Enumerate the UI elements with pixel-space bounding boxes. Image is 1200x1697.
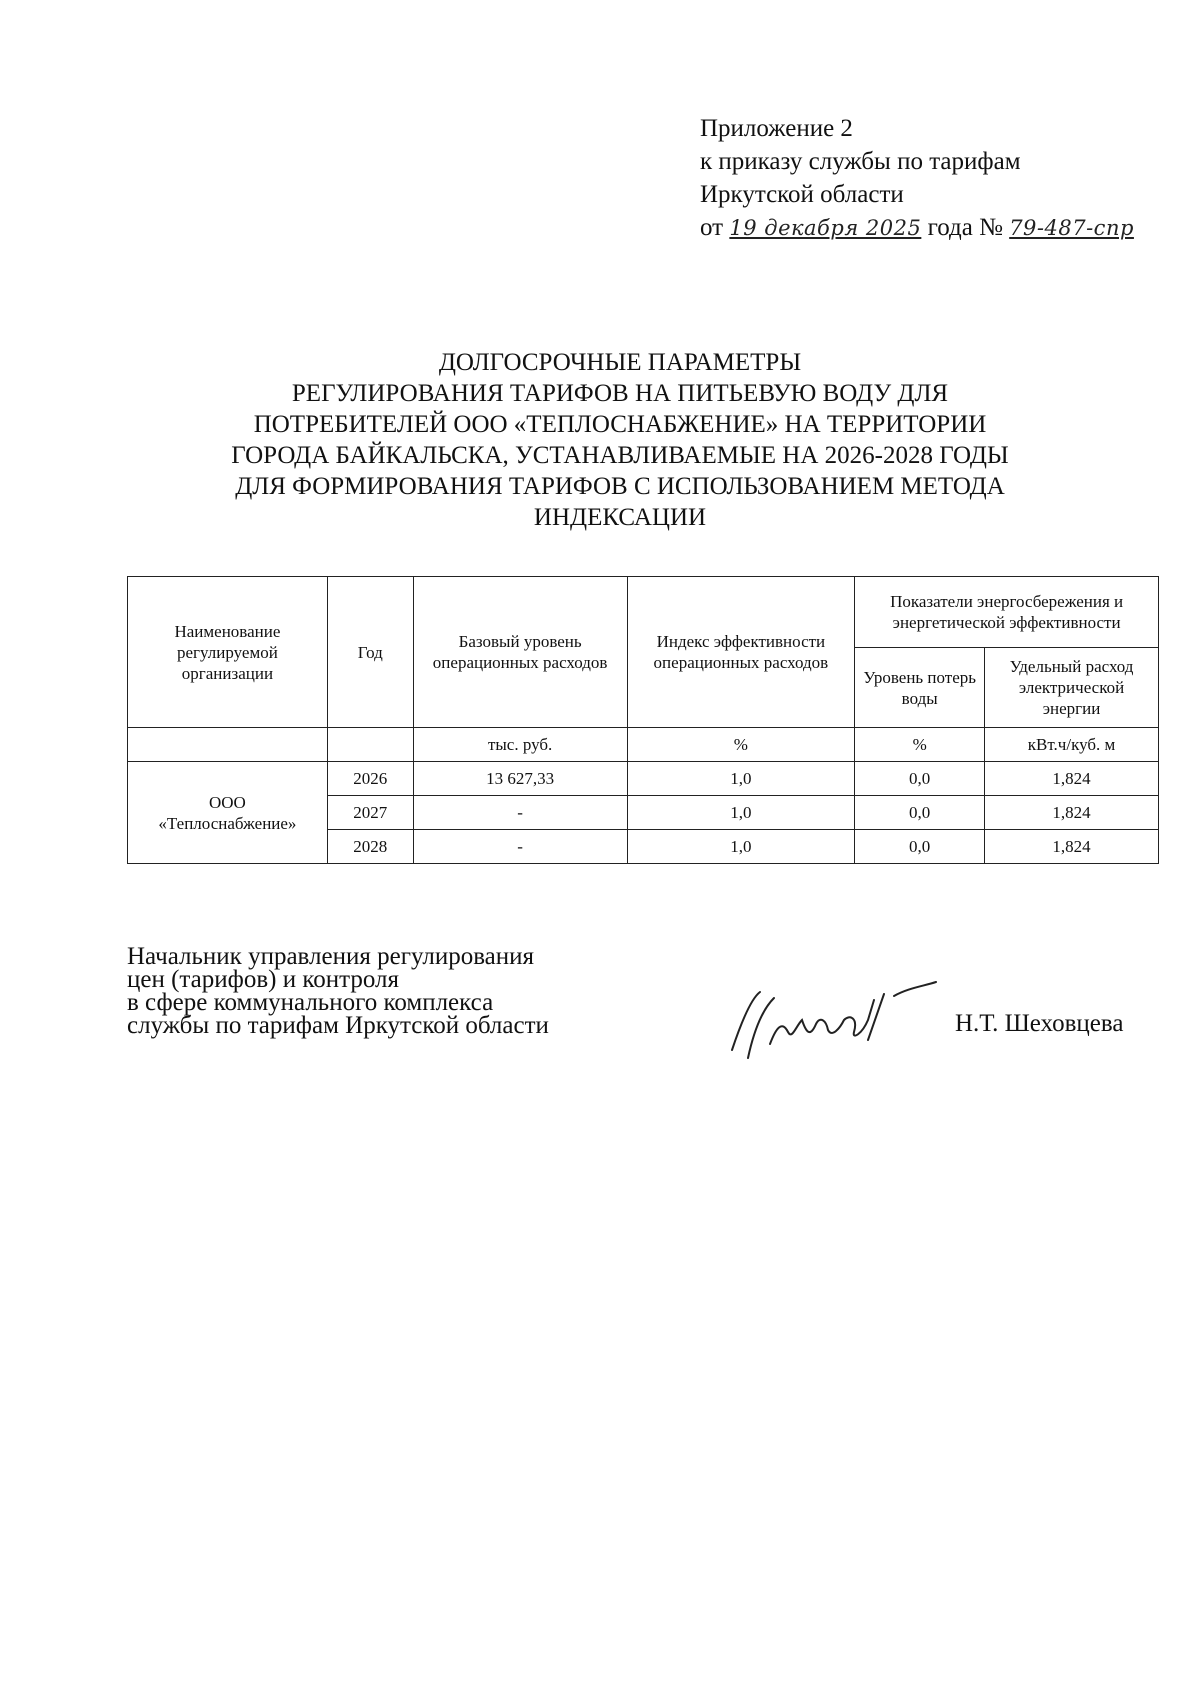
position-line: Начальник управления регулирования xyxy=(127,943,535,970)
losses-cell: 0,0 xyxy=(855,830,985,864)
title-line: ДЛЯ ФОРМИРОВАНИЯ ТАРИФОВ С ИСПОЛЬЗОВАНИЕМ МЕТОДА xyxy=(235,473,1005,500)
table-row xyxy=(128,762,1159,796)
index-cell: 1,0 xyxy=(627,796,855,830)
title-line: РЕГУЛИРОВАНИЯ ТАРИФОВ НА ПИТЬЕВУЮ ВОДУ ДЛЯ xyxy=(291,380,949,407)
annex-line-4 xyxy=(700,211,1134,245)
header-year: Год xyxy=(327,577,413,728)
unit-losses: % xyxy=(855,728,985,762)
order-number: 79-487-спр xyxy=(1009,216,1134,240)
year-cell: 2027 xyxy=(327,796,413,830)
header-water-losses: Уровень потерь воды xyxy=(855,648,985,728)
index-cell: 1,0 xyxy=(627,762,855,796)
header-base-level: Базовый уровень операционных расходов xyxy=(413,577,627,728)
unit-specific: кВт.ч/куб. м xyxy=(985,728,1159,762)
title-line: ПОТРЕБИТЕЛЕЙ ООО «ТЕПЛОСНАБЖЕНИЕ» НА ТЕРРИТОРИИ xyxy=(253,411,987,438)
signature-stroke xyxy=(732,982,936,1058)
handwritten-signature xyxy=(712,980,952,1070)
header-energy-group: Показатели энергосбережения и энергетической эффективности xyxy=(855,577,1159,648)
losses-cell: 0,0 xyxy=(855,796,985,830)
position-line: службы по тарифам Иркутской области xyxy=(127,1012,549,1039)
org-name-line: «Теплоснабжение» xyxy=(158,813,297,833)
header-org: Наименование регулируемой организации xyxy=(128,577,328,728)
base-cell: - xyxy=(413,796,627,830)
signer-position xyxy=(127,945,549,1037)
header-specific-consumption: Удельный расход электрической энергии xyxy=(985,648,1159,728)
specific-cell: 1,824 xyxy=(985,796,1159,830)
unit-index: % xyxy=(627,728,855,762)
header-efficiency-index: Индекс эффективности операционных расходов xyxy=(627,577,855,728)
unit-empty xyxy=(327,728,413,762)
annex-line-1: Приложение 2 xyxy=(700,115,853,142)
position-line: цен (тарифов) и контроля xyxy=(127,966,399,993)
annex-line-2: к приказу службы по тарифам xyxy=(700,148,1021,175)
annex-header xyxy=(700,112,1134,245)
order-date: 19 декабря 2025 xyxy=(729,216,922,240)
base-cell: - xyxy=(413,830,627,864)
base-cell: 13 627,33 xyxy=(413,762,627,796)
unit-empty xyxy=(128,728,328,762)
specific-cell: 1,824 xyxy=(985,762,1159,796)
title-line: ИНДЕКСАЦИИ xyxy=(533,504,707,531)
org-name-cell xyxy=(128,762,328,864)
annex-line-3: Иркутской области xyxy=(700,181,904,208)
specific-cell: 1,824 xyxy=(985,830,1159,864)
annex-ot: от xyxy=(700,214,724,241)
org-name-line: ООО xyxy=(209,792,246,812)
year-cell: 2028 xyxy=(327,830,413,864)
title-line: ГОРОДА БАЙКАЛЬСКА, УСТАНАВЛИВАЕМЫЕ НА 2026-2028 ГОДЫ xyxy=(231,442,1009,469)
unit-base: тыс. руб. xyxy=(413,728,627,762)
signer-name: Н.Т. Шеховцева xyxy=(955,1010,1124,1037)
parameters-table xyxy=(127,576,1159,864)
losses-cell: 0,0 xyxy=(855,762,985,796)
title-line: ДОЛГОСРОЧНЫЕ ПАРАМЕТРЫ xyxy=(438,349,802,376)
year-cell: 2026 xyxy=(327,762,413,796)
position-line: в сфере коммунального комплекса xyxy=(127,989,494,1016)
document-title xyxy=(150,347,1090,533)
index-cell: 1,0 xyxy=(627,830,855,864)
annex-year-word: года № xyxy=(927,214,1003,241)
